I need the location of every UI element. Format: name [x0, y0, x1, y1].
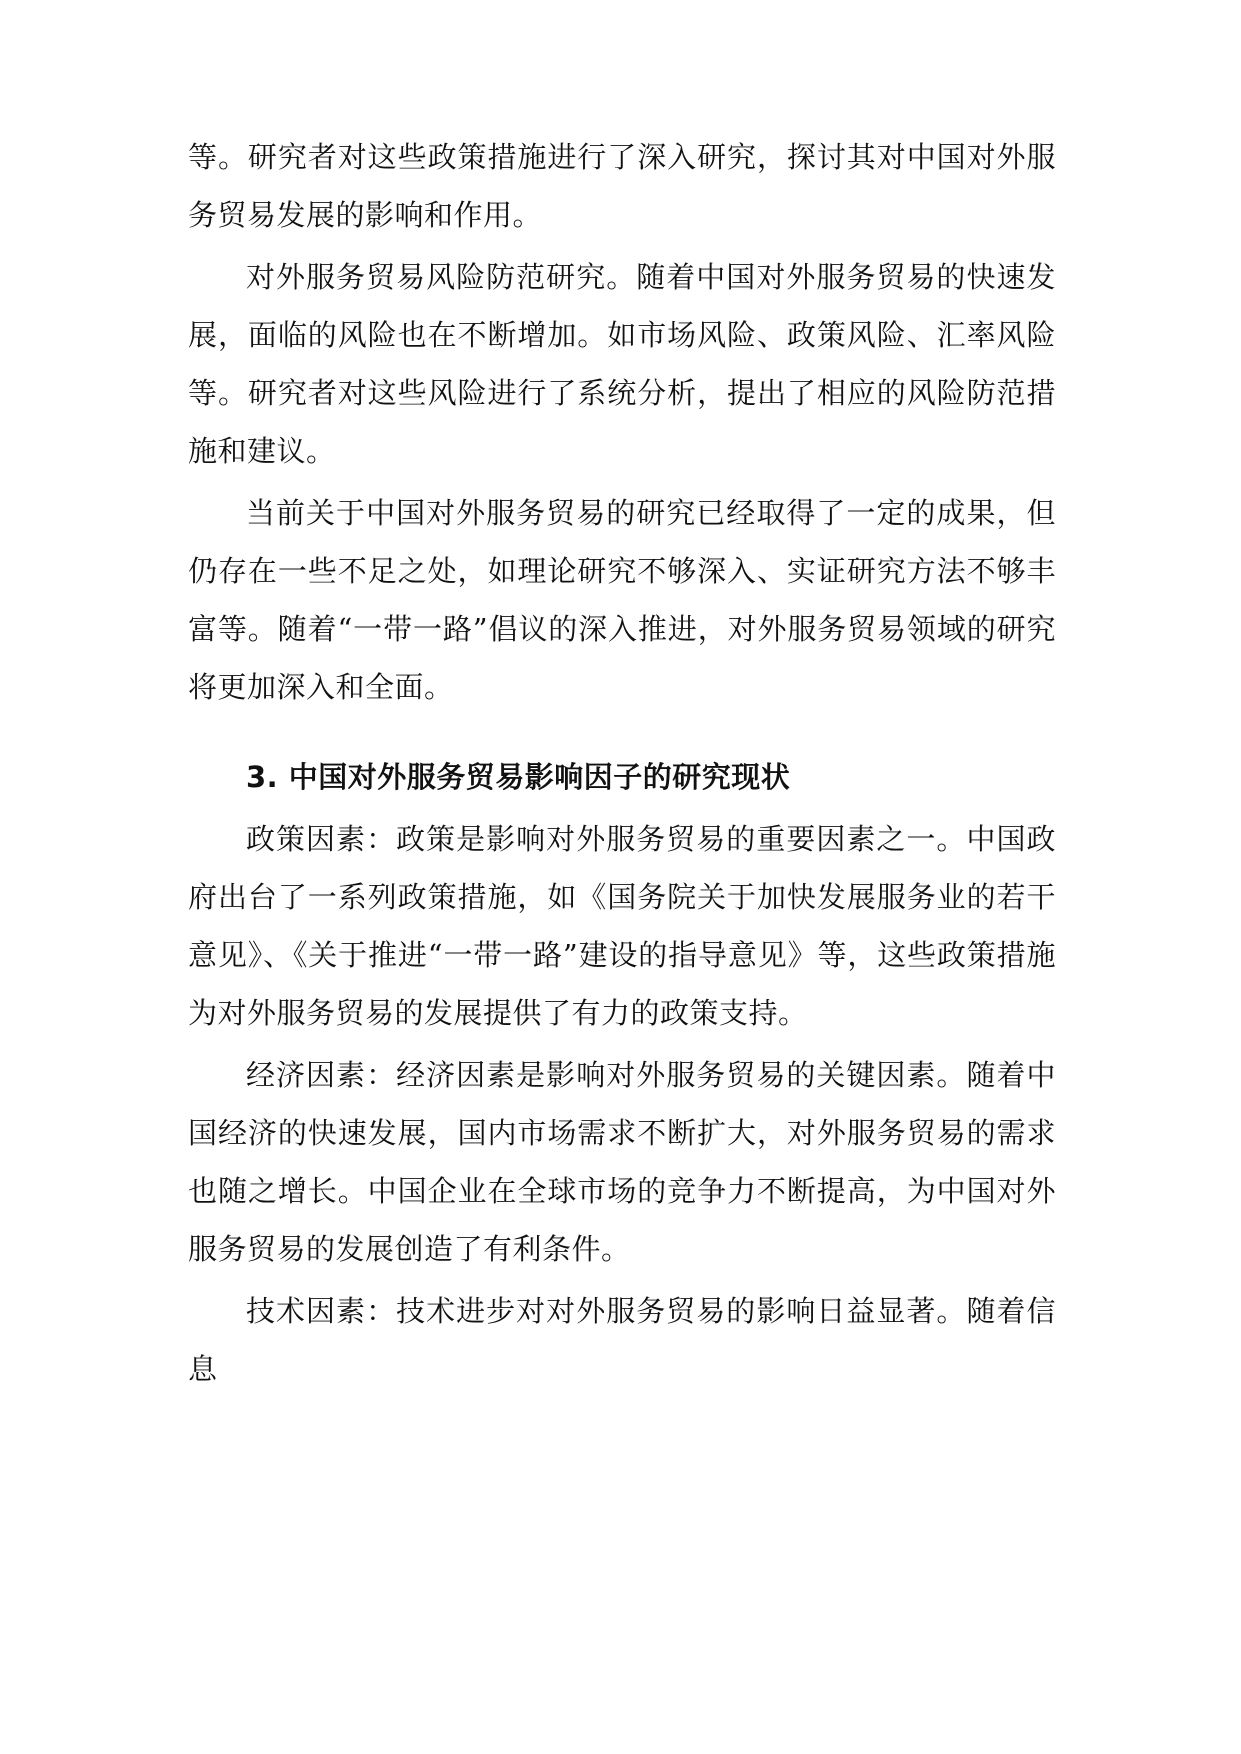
- paragraph-research-summary: 当前关于中国对外服务贸易的研究已经取得了一定的成果，但仍存在一些不足之处，如理论研究不够深入、实证研究方法不够丰富等。随着“一带一路”倡议的深入推进，对外服务贸易领域的研究将更加深入和全面。: [188, 496, 1056, 704]
- section-heading: 3. 中国对外服务贸易影响因子的研究现状: [246, 760, 791, 794]
- paragraph-economic-factors: 经济因素：经济因素是影响对外服务贸易的关键因素。随着中国经济的快速发展，国内市场需求不断扩大，对外服务贸易的需求也随之增长。中国企业在全球市场的竞争力不断提高，为中国对外服务贸易的发展创造了有利条件。: [188, 1058, 1056, 1266]
- paragraph-technology-factors: 技术因素：技术进步对对外服务贸易的影响日益显著。随着信息: [188, 1294, 1056, 1386]
- paragraph-policy-factors: 政策因素：政策是影响对外服务贸易的重要因素之一。中国政府出台了一系列政策措施，如《国务院关于加快发展服务业的若干意见》、《关于推进“一带一路”建设的指导意见》等，这些政策措施为对外服务贸易的发展提供了有力的政策支持。: [188, 822, 1056, 1030]
- paragraph-risk-prevention: 对外服务贸易风险防范研究。随着中国对外服务贸易的快速发展，面临的风险也在不断增加。如市场风险、政策风险、汇率风险等。研究者对这些风险进行了系统分析，提出了相应的风险防范措施和建议。: [188, 260, 1056, 468]
- paragraph-continuation: 等。研究者对这些政策措施进行了深入研究，探讨其对中国对外服务贸易发展的影响和作用。: [188, 140, 1056, 232]
- document-page: [188, 128, 1056, 1398]
